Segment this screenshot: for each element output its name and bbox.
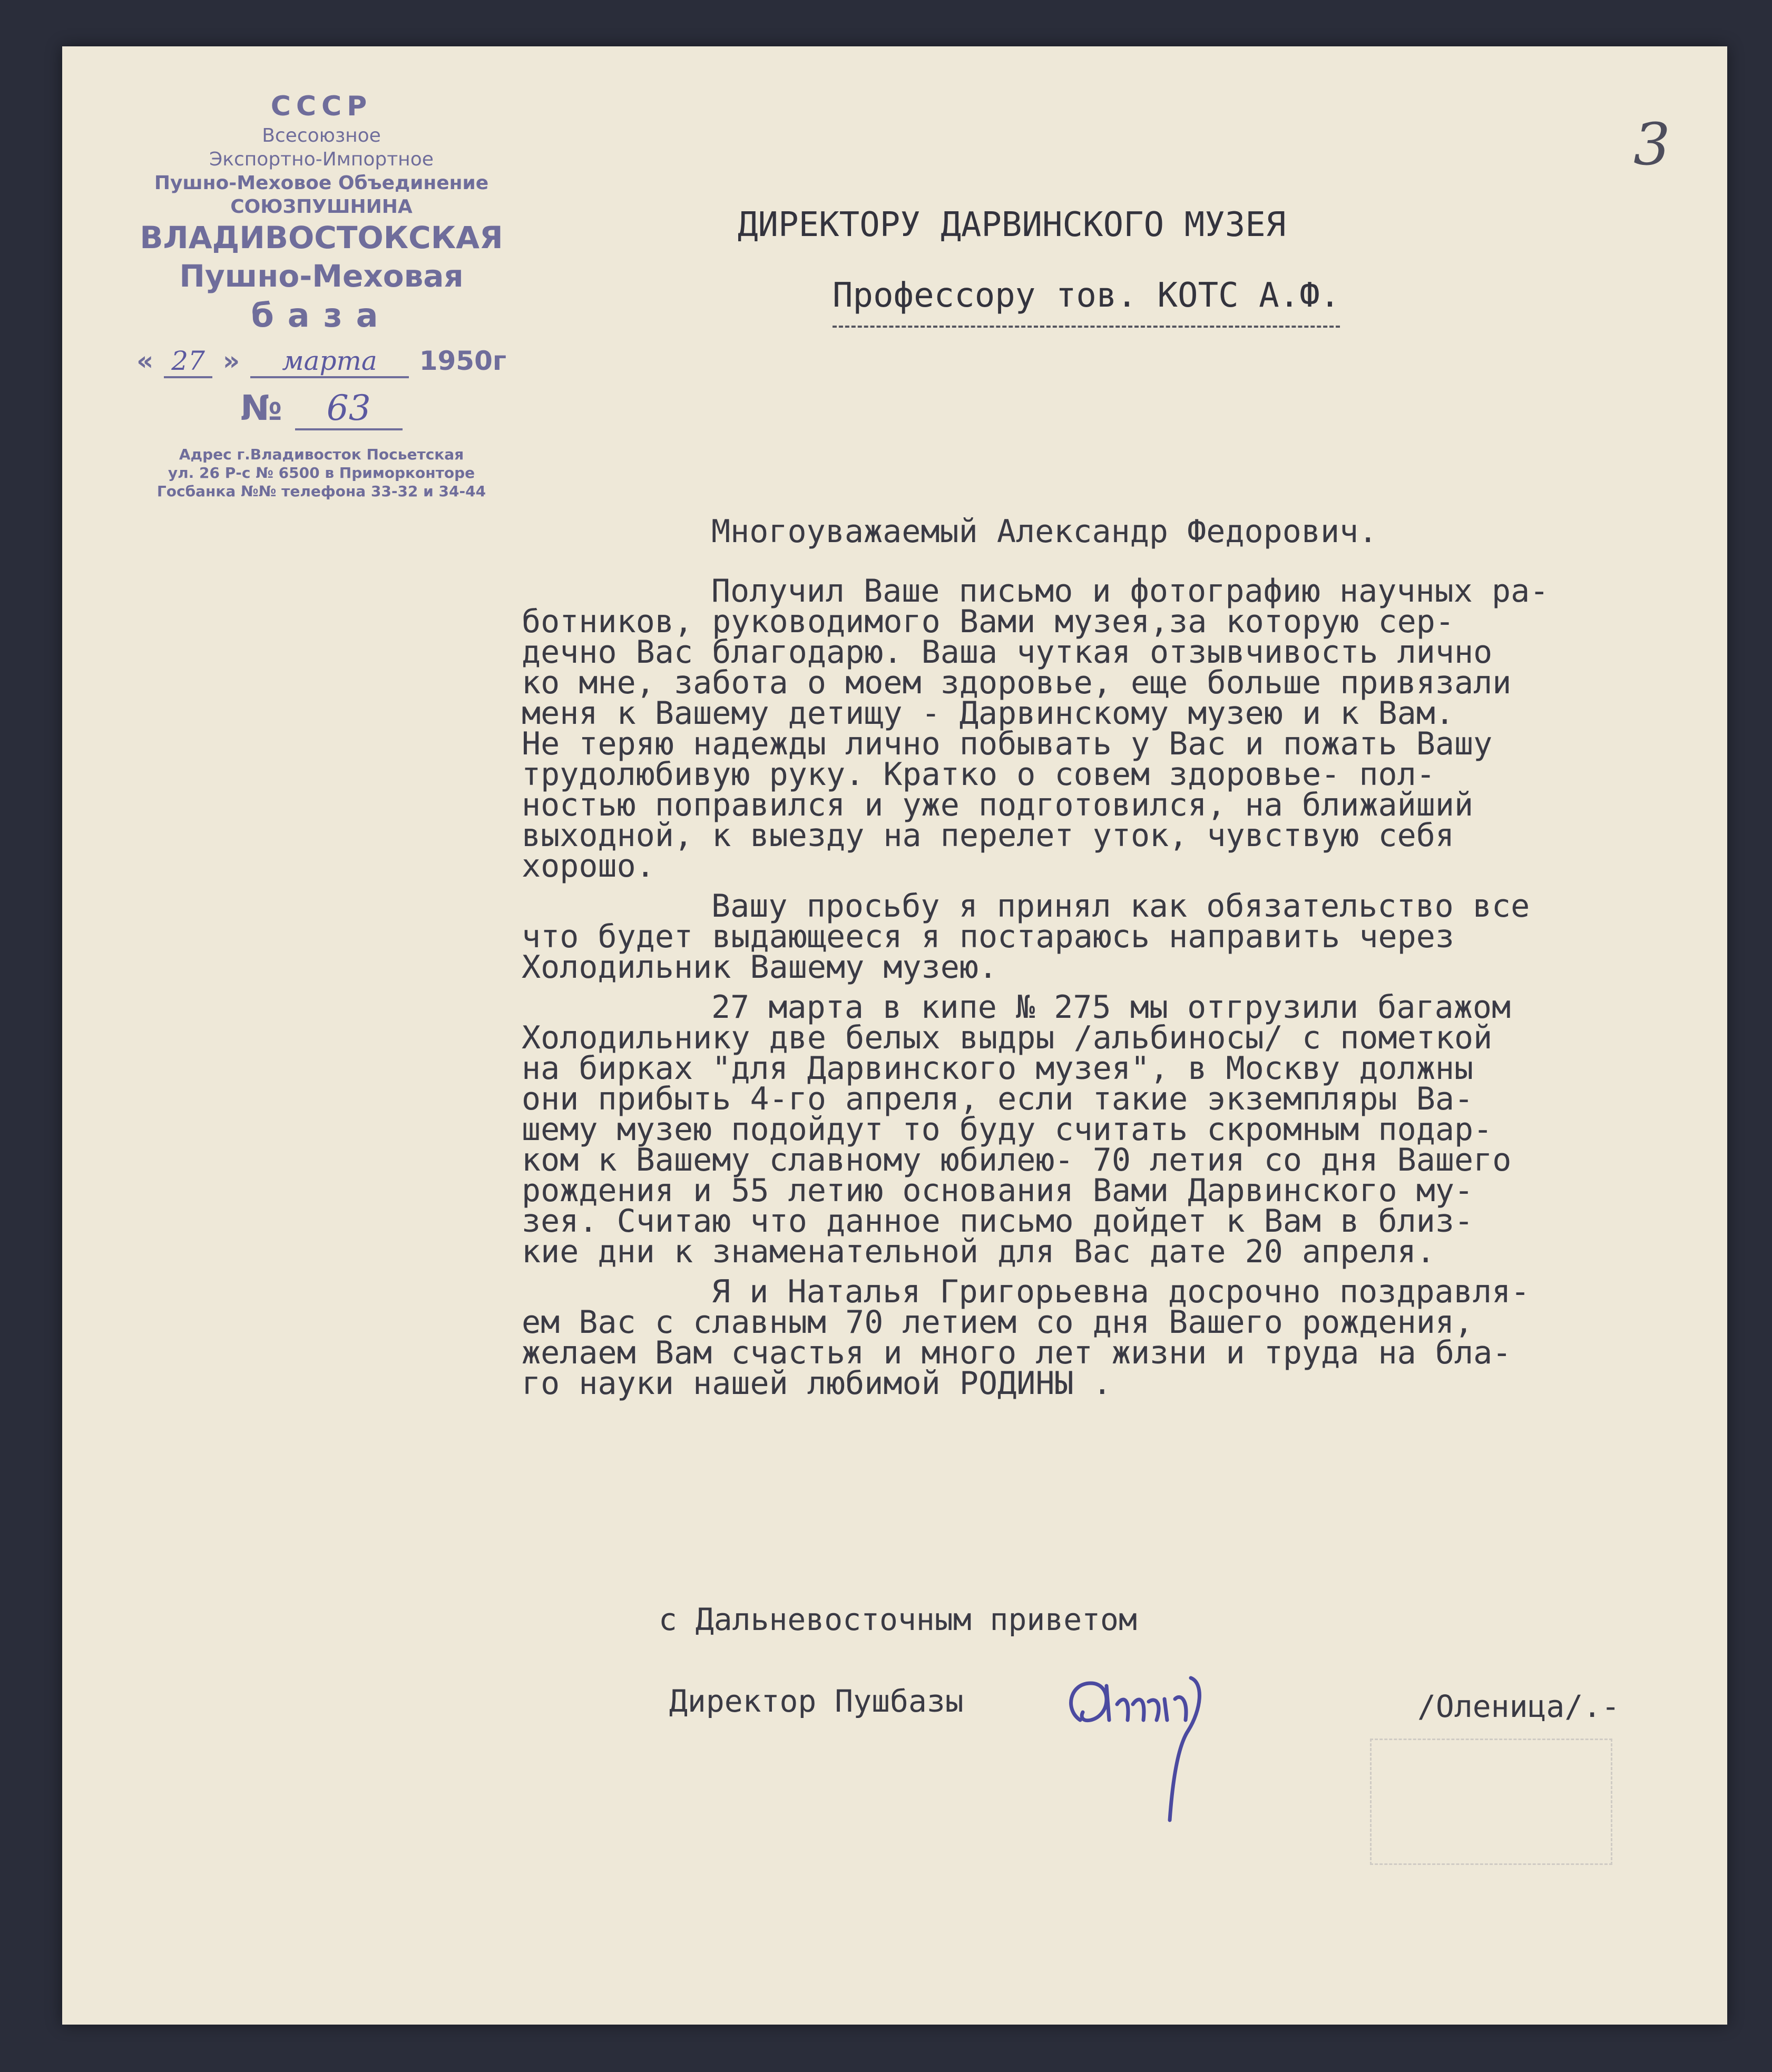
text-line: Холодильнику две белых выдры /альбиносы/ с пометкой — [522, 1019, 1493, 1056]
stamp-line: СОЮЗПУШНИНА — [230, 196, 413, 218]
text-line: ем Вас с славным 70 летием со дня Вашего рождения, — [522, 1304, 1474, 1341]
text-line: на бирках "для Дарвинского музея", в Москву должны — [522, 1050, 1474, 1087]
text-line: трудолюбивую руку. Кратко о совем здоровье- пол- — [522, 756, 1435, 793]
text-line: Вашу просьбу я принял как обязательство все — [711, 888, 1530, 925]
stamp-line: СССР — [270, 91, 373, 122]
closing-greeting: с Дальневосточным приветом — [659, 1602, 1137, 1637]
stamp-address-line: ул. 26 Р-с № 6500 в Приморконторе — [168, 464, 475, 482]
paragraph — [522, 573, 1712, 885]
paragraph — [522, 989, 1712, 1270]
text-line: Получил Ваше письмо и фотографию научных ра- — [711, 573, 1549, 610]
text-line: желаем Вам счастья и много лет жизни и труда на бла- — [522, 1334, 1512, 1371]
text-line: шему музею подойдут то буду считать скромным подар- — [522, 1111, 1493, 1148]
text-line: зея. Считаю что данное письмо дойдет к Вам в близ- — [522, 1203, 1474, 1240]
archive-stamp — [1370, 1739, 1612, 1865]
stamp-line: база — [251, 296, 392, 335]
text-line: го науки нашей любимой РОДИНЫ . — [522, 1365, 1112, 1402]
stamp-line: Пушно-Меховое Объединение — [154, 172, 489, 194]
text-line: дечно Вас благодарю. Ваша чуткая отзывчивость лично — [522, 634, 1493, 671]
signature-role: Директор Пушбазы — [669, 1683, 964, 1719]
text-line: что будет выдающееся я постараюсь направить через — [522, 918, 1455, 955]
text-line: они прибыть 4-го апреля, если такие экземпляры Ва- — [522, 1081, 1474, 1117]
text-line: ком к Вашему славному юбилею- 70 летия со дня Вашего — [522, 1142, 1512, 1179]
text-line: Не теряю надежды лично побывать у Вас и пожать Вашу — [522, 725, 1493, 762]
text-line: рождения и 55 летию основания Вами Дарвинского му- — [522, 1172, 1474, 1209]
stamp-number — [100, 388, 543, 430]
text-line: хорошо. — [522, 848, 655, 885]
stamp-date-month: марта — [250, 346, 409, 378]
addressee-block — [738, 205, 1581, 328]
handwritten-signature — [1059, 1646, 1249, 1857]
letter-body — [522, 513, 1712, 1408]
stamp-address-line: Госбанка №№ телефона 33-32 и 34-44 — [156, 482, 486, 500]
signature-name: /Оленица/.- — [1417, 1688, 1620, 1724]
text-line: 27 марта в кипе № 275 мы отгрузили багажом — [711, 989, 1511, 1026]
stamp-line: ВЛАДИВОСТОКСКАЯ — [140, 220, 503, 256]
paragraph — [522, 888, 1712, 986]
stamp-number-label: № — [240, 387, 282, 428]
stamp-number-value: 63 — [295, 388, 403, 430]
stamp-line: Пушно-Меховая — [179, 258, 464, 294]
stamp-line: Экспортно-Импортное — [209, 149, 434, 170]
stamp-address — [100, 445, 543, 500]
stamp-date-day: 27 — [164, 346, 212, 378]
addressee-line: ДИРЕКТОРУ ДАРВИНСКОГО МУЗЕЯ — [738, 205, 1286, 244]
salutation: Многоуважаемый Александр Федорович. — [711, 513, 1378, 550]
text-line: выходной, к выезду на перелет уток, чувствую себя — [522, 817, 1455, 854]
stamp-date-year: 1950г — [419, 345, 507, 376]
text-line: меня к Вашему детищу - Дарвинскому музею и к Вам. — [522, 695, 1455, 732]
stamp-address-line: Адрес г.Владивосток Посьетская — [179, 445, 464, 463]
text-line: кие дни к знаменательной для Вас дате 20 апреля. — [522, 1233, 1435, 1270]
text-line: Я и Наталья Григорьевна досрочно поздравля- — [711, 1273, 1530, 1310]
text-line: ко мне, забота о моем здоровье, еще больше привязали — [522, 664, 1512, 701]
text-line: Холодильник Вашему музею. — [522, 949, 998, 986]
text-line: ботников, руководимого Вами музея,за которую сер- — [522, 603, 1455, 640]
addressee-line: Профессору тов. КОТС А.Ф. — [833, 276, 1340, 328]
organization-stamp — [100, 90, 543, 500]
page-number: 3 — [1633, 111, 1670, 178]
stamp-date: « 27 » марта 1950г — [100, 346, 543, 378]
stamp-line: Всесоюзное — [262, 125, 381, 146]
text-line: ностью поправился и уже подготовился, на ближайший — [522, 787, 1474, 823]
paragraph — [522, 1273, 1712, 1402]
